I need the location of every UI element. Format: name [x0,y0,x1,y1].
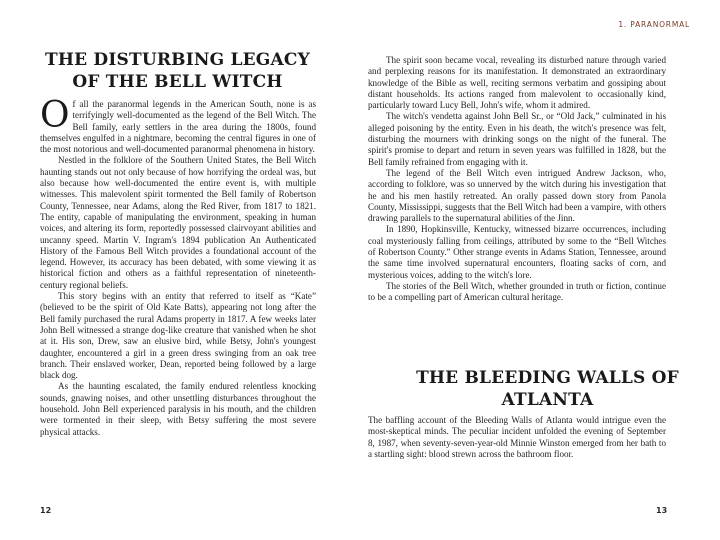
paragraph: The stories of the Bell Witch, whether grounded in truth or fiction, continue to be a compelling part of American cultural heritage. [368,280,666,303]
paragraph-text: f all the paranormal legends in the American South, none is as terrifyingly well-documented as the legend of the Bell Witch. The Bell family, early settlers in the area during the 1800s, found themselves engulfed in a nightmare, becoming the central figures in one of the most notorious and well-documented paranormal phenomena in history. [40,99,316,155]
paragraph: In 1890, Hopkinsville, Kentucky, witnessed bizarre occurrences, including coal mysteriously falling from ceilings, attributed by some to the “Bell Witches of Robertson County.” Other strange events in Adams Station, Tennessee, around the same time involved supernatural encounters, floating sacks of corn, and mysterious voices, adding to the witch's lore. [368,224,666,280]
running-head: 1. PARANORMAL [618,20,690,29]
page-number: 12 [40,506,52,515]
paragraph [40,95,316,155]
right-body-text-lower [368,415,666,460]
drop-cap: O [40,95,70,136]
paragraph: The baffling account of the Bleeding Walls of Atlanta would intrigue even the most-skeptical minds. The peculiar incident unfolded the evening of September 8, 1987, when seventy-seven-year-old Minnie Winston emerged from her bath to a startling sight: blood strewn across the bathroom floor. [368,415,666,459]
paragraph: The witch's vendetta against John Bell Sr., or “Old Jack,” culminated in his alleged poisoning by the entity. Even in his death, the witch's presence was felt, disturbing the mourners with drinking songs on the night of the funeral. The spirit's promise to depart and return in seven years was fulfilled in 1828, but the Bell family refrained from engaging with it. [368,111,666,167]
paragraph: This story begins with an entity that referred to itself as “Kate” (believed to be the spirit of Old Kate Batts), appearing not long after the Bell family purchased the rural Adams property in 1817. A few weeks later John Bell witnessed a strange dog-like creature that vanished when he shot at it. His son, Drew, saw an elusive bird, while Betsy, John's youngest daughter, encountered a girl in a green dress swinging from an oak tree branch. Their enslaved worker, Dean, reported being followed by a large black dog. [40,291,316,381]
chapter-title-bleeding-walls: THE BLEEDING WALLS OF ATLANTA [416,368,679,410]
paragraph: The legend of the Bell Witch even intrigued Andrew Jackson, who, according to folklore, was so unnerved by the witch during his investigation that he and his men hastily retreated. An orally passed down story from Panola County, Mississippi, suggests that the Bell Witch had been a vampire, with others drawing parallels to the supernatural abilities of the Jinn. [368,167,666,224]
left-body-text [40,95,316,438]
paragraph: As the haunting escalated, the family endured relentless knocking sounds, gnawing noises, and other unsettling disturbances throughout the household. John Bell experienced paralysis in his mouth, and the children were tormented in their sleep, with Betsy suffering the most severe physical attacks. [40,381,316,437]
paragraph: The spirit soon became vocal, revealing its disturbed nature through varied and perplexing reasons for its manifestation. It demonstrated an extraordinary knowledge of the Bible as well, reciting sermons verbatim and gossiping about distant households. Its actions ranged from malevolent to occasionally kind, particularly toward Lucy Bell, John's wife, whom it admired. [368,55,666,111]
right-page [360,0,720,540]
paragraph: Nestled in the folklore of the Southern United States, the Bell Witch haunting stands out not only because of how horrifying the ordeal was, but also because how well-documented the entire event is, with multiple witnesses. This malevolent spirit tormented the Bell family of Robertson County, Tennessee, near Adams, along the Red River, from 1817 to 1821. The entity, capable of manipulating the environment, speaking in human voices, and altering its form, reportedly possessed clairvoyant abilities and uncanny speed. Martin V. Ingram's 1894 publication An Authenticated History of the Famous Bell Witch provides a foundational account of the legend. However, its accuracy has been debated, with some viewing it as historical fiction and others as a faithful representation of nineteenth-century regional beliefs. [40,155,316,290]
chapter-title-bell-witch: THE DISTURBING LEGACY OF THE BELL WITCH [45,50,310,92]
page-number: 13 [656,506,668,515]
right-body-text [368,55,666,304]
